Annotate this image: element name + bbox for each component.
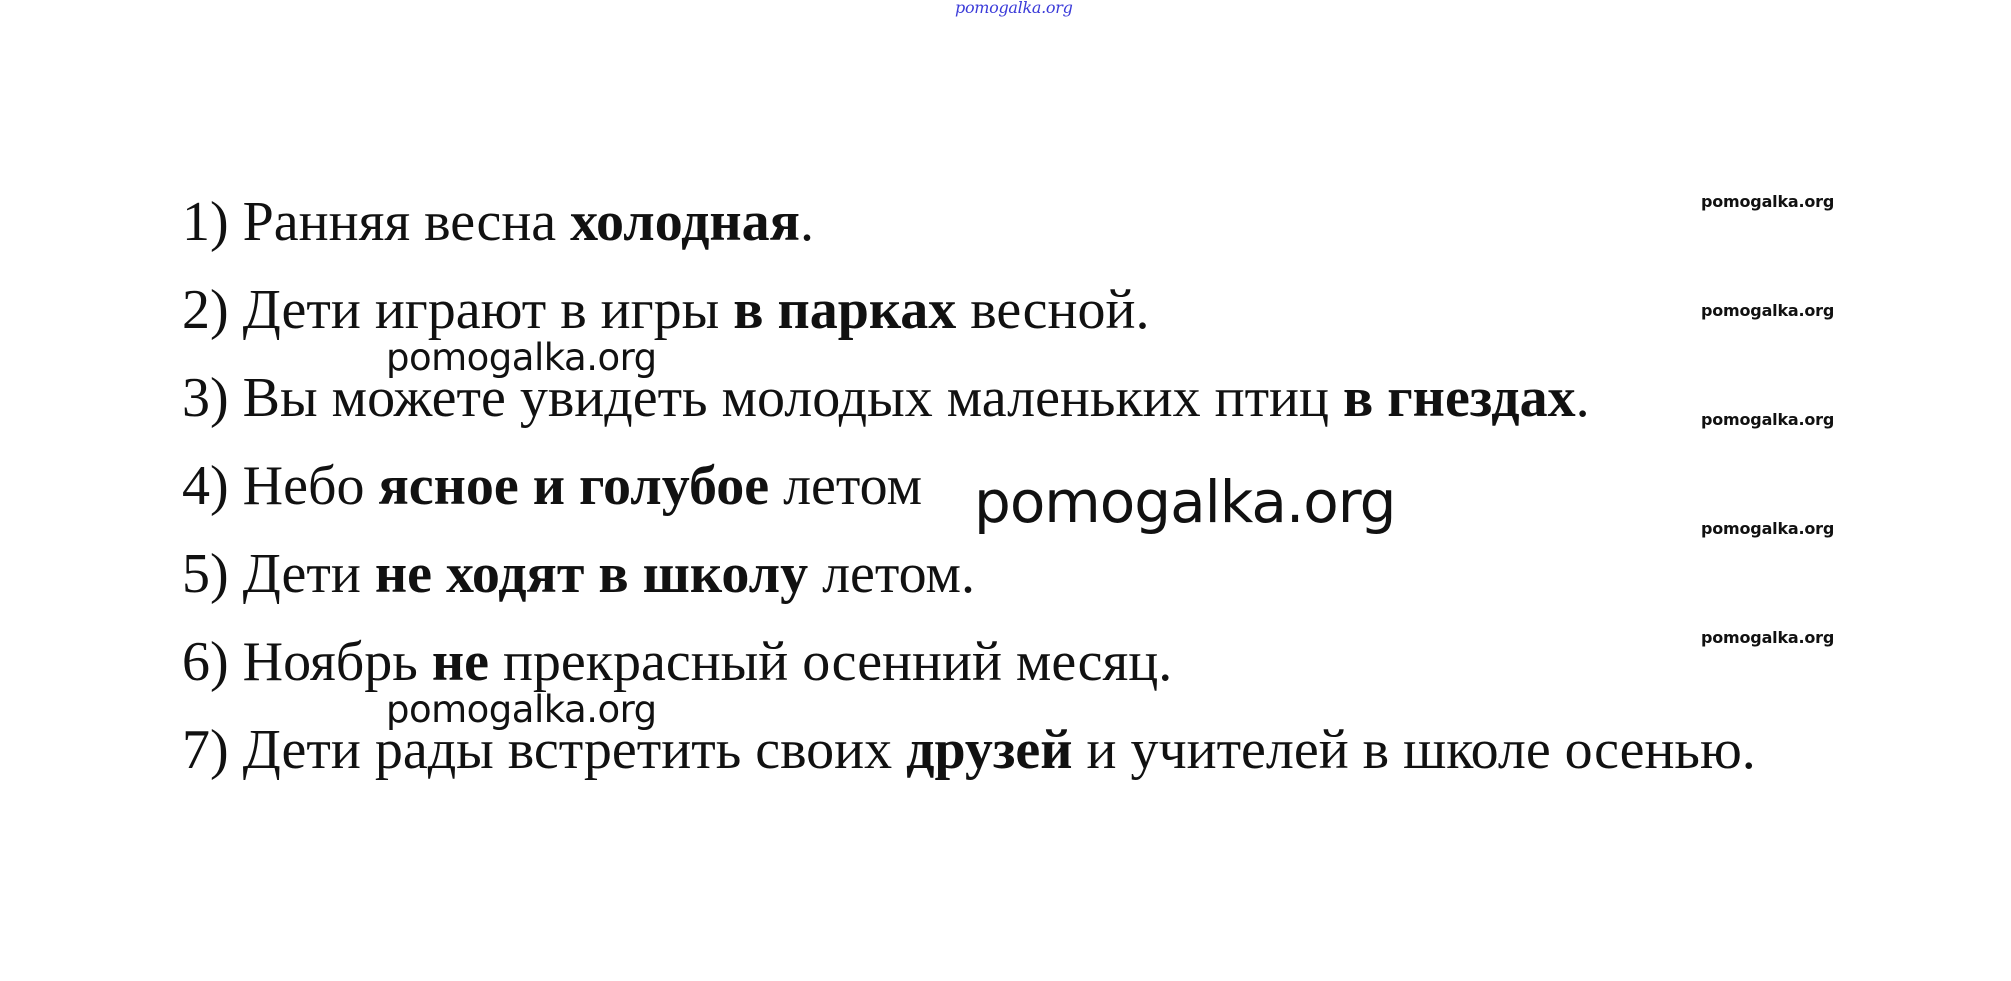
header-site-mark: pomogalka.org bbox=[955, 0, 1073, 17]
sentence-text: Дети играют в игры в парках весной. bbox=[242, 279, 1150, 341]
sentence-number: 7) bbox=[182, 719, 229, 781]
watermark-small: pomogalka.org bbox=[1701, 301, 1835, 320]
sentence-number: 6) bbox=[182, 631, 229, 693]
sentence-text: Дети рады встретить своих друзей и учителей в школе осенью. bbox=[242, 719, 1756, 781]
sentence-text: Ранняя весна холодная. bbox=[242, 191, 814, 253]
watermark-medium: pomogalka.org bbox=[386, 688, 657, 731]
sentence-5 bbox=[182, 530, 1756, 618]
watermark-small: pomogalka.org bbox=[1701, 410, 1835, 429]
sentence-1 bbox=[182, 178, 1756, 266]
watermark-small: pomogalka.org bbox=[1701, 192, 1835, 211]
sentence-text: Вы можете увидеть молодых маленьких птиц в гнездах. bbox=[242, 367, 1590, 429]
sentence-4 bbox=[182, 442, 1756, 530]
watermark-small: pomogalka.org bbox=[1701, 519, 1835, 538]
watermark-small: pomogalka.org bbox=[1701, 628, 1835, 647]
sentence-number: 1) bbox=[182, 191, 229, 253]
watermark-large: pomogalka.org bbox=[974, 468, 1396, 536]
sentence-number: 2) bbox=[182, 279, 229, 341]
sentence-number: 3) bbox=[182, 367, 229, 429]
sentence-text: Дети не ходят в школу летом. bbox=[242, 543, 975, 605]
sentence-text: Ноябрь не прекрасный осенний месяц. bbox=[242, 631, 1173, 693]
watermark-medium: pomogalka.org bbox=[386, 336, 657, 379]
sentence-number: 5) bbox=[182, 543, 229, 605]
sentence-number: 4) bbox=[182, 455, 229, 517]
sentence-text: Небо ясное и голубое летом bbox=[242, 455, 922, 517]
